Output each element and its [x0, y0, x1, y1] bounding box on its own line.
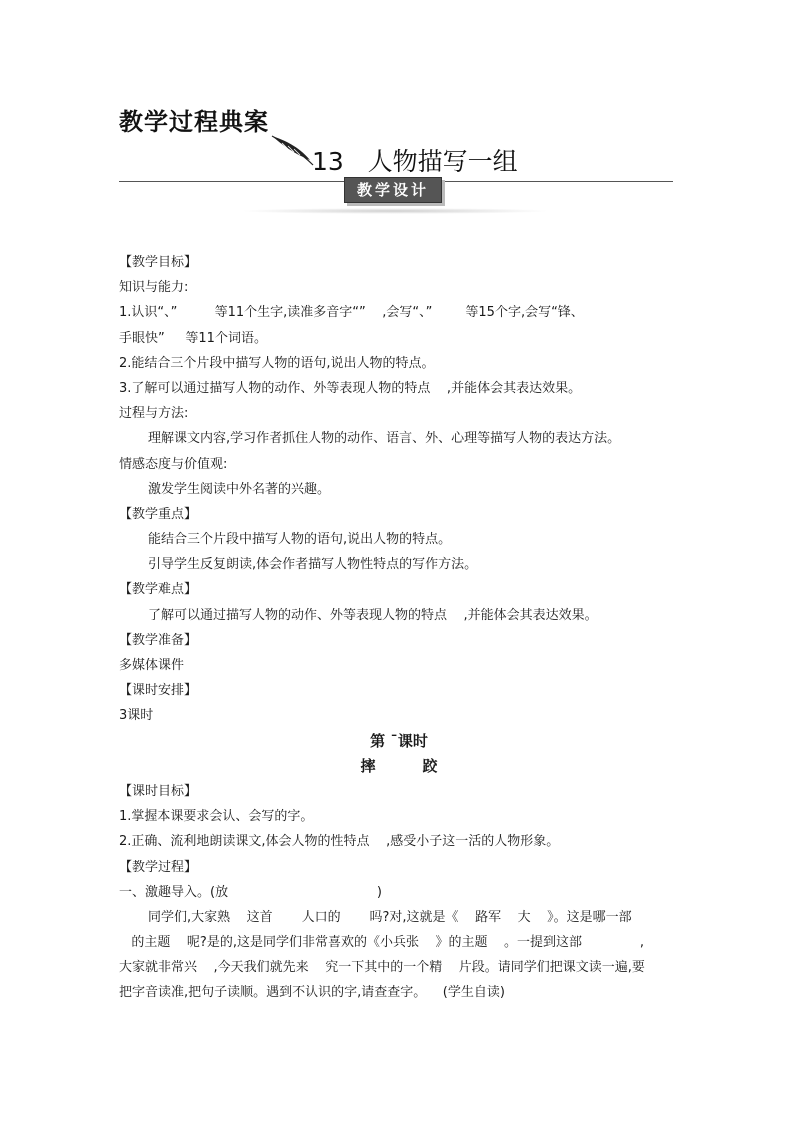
text-line: 能结合三个片段中描写人物的语句,说出人物的特点。 — [148, 532, 452, 548]
section-banner: 教学设计 — [344, 177, 442, 203]
section-heading: 【课时安排】 — [119, 683, 198, 699]
text-line: 同学们,大家熟 这首 人口的 吗?对,这就是《 路军 大 》。这是哪一部 — [148, 909, 632, 925]
text-line: 了解可以通过描写人物的动作、外等表现人物的特点 ,并能体会其表达效果。 — [148, 607, 598, 623]
text-line: 激发学生阅读中外名著的兴趣。 — [148, 481, 331, 497]
page-header-title: 教学过程典案 — [119, 108, 269, 136]
centered-heading: 第 ˉ课时 — [370, 731, 428, 750]
text-line: 多媒体课件 — [119, 658, 185, 673]
text-line: 的主题 呢?是的,这是同学们非常喜欢的《小兵张 》的主题 。一提到这部 , — [119, 935, 645, 951]
text-line: 理解课文内容,学习作者抓住人物的动作、语言、外、心理等描写人物的表达方法。 — [148, 431, 621, 447]
section-heading: 【教学准备】 — [119, 632, 198, 648]
text-line: 2.能结合三个片段中描写人物的语句,说出人物的特点。 — [119, 355, 435, 371]
text-line: 2.正确、流利地朗读课文,体会人物的性特点 ,感受小子这一活的人物形象。 — [119, 834, 560, 850]
centered-heading: 摔 跤 — [360, 756, 438, 775]
section-heading: 【教学目标】 — [119, 255, 198, 270]
text-line: 1.掌握本课要求会认、会写的字。 — [119, 809, 314, 825]
document-body — [119, 250, 679, 1006]
banner-shadow — [240, 208, 550, 214]
text-line: 3.了解可以通过描写人物的动作、外等表现人物的特点 ,并能体会其表达效果。 — [119, 380, 582, 396]
text-line: 3课时 — [119, 708, 154, 724]
section-heading: 【教学重点】 — [119, 506, 198, 522]
text-line: 情感态度与价值观: — [119, 456, 228, 472]
text-line: 知识与能力: — [119, 280, 189, 296]
text-line: 过程与方法: — [119, 406, 189, 422]
text-line: 1.认识“、” 等11个生字,读准多音字“” ,会写“、” 等15个字,会写“锋、 — [119, 305, 584, 321]
text-line: 把字音读准,把句子读顺。遇到不认识的字,请查查字。 (学生自读) — [119, 985, 505, 1001]
text-line: 一、激趣导入。(放 ) — [119, 884, 382, 900]
text-line: 大家就非常兴 ,今天我们就先来 究一下其中的一个精 片段。请同学们把课文读一遍,要 — [119, 960, 645, 976]
section-heading: 【教学过程】 — [119, 859, 198, 875]
text-line: 手眼快” 等11个词语。 — [119, 330, 267, 346]
section-heading: 【课时目标】 — [119, 783, 198, 799]
lesson-title: 13 人物描写一组 — [312, 147, 518, 176]
text-line: 引导学生反复朗读,体会作者描写人物性特点的写作方法。 — [148, 557, 478, 573]
section-heading: 【教学难点】 — [119, 582, 198, 598]
feather-quill-icon — [270, 134, 316, 168]
